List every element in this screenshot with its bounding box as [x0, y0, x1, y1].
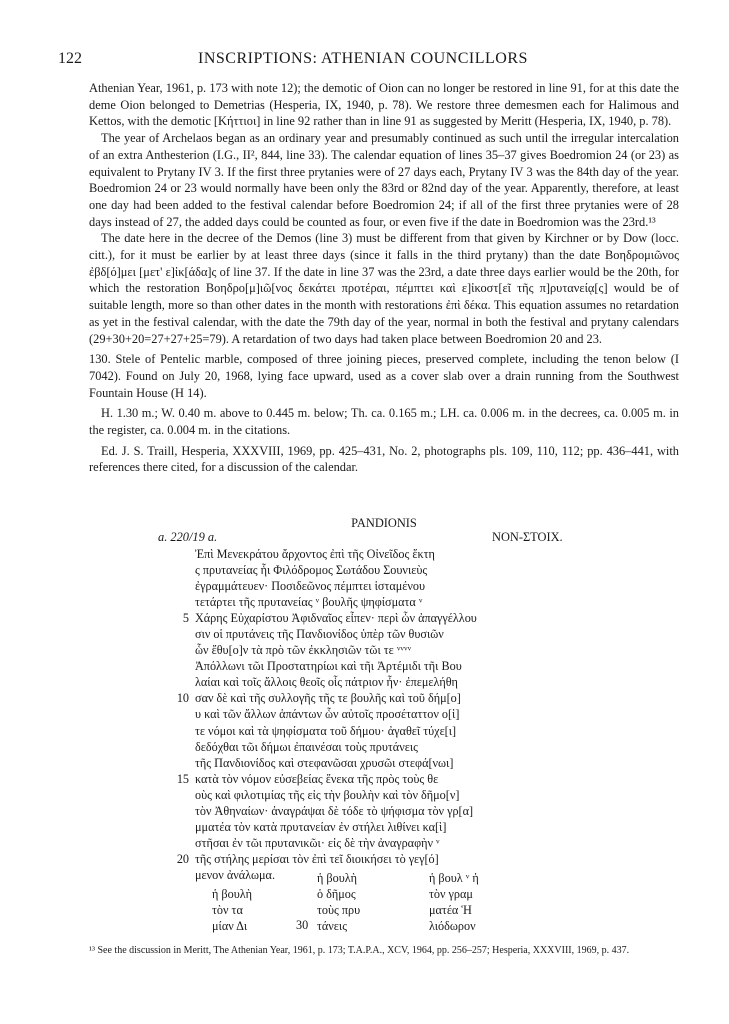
line-text: τετάρτει τῆς πρυτανείας ᵛ βουλῆς ψηφίσματα ᵛ	[195, 595, 423, 610]
inscription-line	[195, 626, 477, 642]
inscription-line	[176, 851, 477, 867]
inscription-line	[195, 578, 477, 594]
citation-line: μίαν Δι	[212, 919, 248, 933]
line-text: Ἀπόλλωνι τῶι Προστατηρίωι καὶ τῆι Ἀρτέμιδι τῆι Βου	[195, 659, 462, 674]
line-number: 20	[176, 851, 189, 866]
line-text: μενον ἀνάλωμα.	[195, 867, 275, 882]
citation-line: ὁ δῆμος	[317, 887, 356, 901]
inscription-text	[176, 546, 477, 883]
line-text: σαν δὲ καὶ τῆς συλλογῆς τῆς τε βουλῆς καὶ τοῦ δήμ[ο]	[195, 691, 461, 706]
citation-line: τάνεις	[317, 919, 348, 933]
citation-line	[212, 870, 252, 886]
citation-line: λιόδωρον	[429, 919, 476, 933]
line-text: τὸν Ἀθηναίων· ἀναγράψαι δὲ τόδε τὸ ψήφισμα τὸν γρ[α]	[195, 803, 474, 818]
inscription-line	[195, 706, 477, 722]
citation-line: ἡ βουλ ᵛ ἡ	[429, 871, 479, 885]
line-text: μματέα τὸν κατὰ πρυτανείαν ἐν στήλει λιθίνει κα[ὶ]	[195, 819, 447, 834]
inscription-line	[195, 594, 477, 610]
line-text: ὧν ἔθυ[ο]ν τὰ πρὸ τῶν ἐκκλησιῶν τῶι τε ᵛᵛᵛᵛ	[195, 643, 412, 658]
line-text: σιν οἱ πρυτάνεις τῆς Πανδιονίδος ὑπὲρ τῶν θυσιῶν	[195, 627, 444, 642]
line-text: τῆς Πανδιονίδος καὶ στεφανῶσαι χρυσῶι στεφά[νωι]	[195, 755, 454, 770]
line-text: ἐγραμμάτευεν· Ποσιδεῶνος πέμπτει ἱσταμένου	[195, 579, 426, 594]
line-text: κατὰ τὸν νόμον εὐσεβείας ἕνεκα τῆς πρὸς τοὺς θε	[195, 771, 439, 786]
paragraph-edition: Ed. J. S. Traill, Hesperia, XXXVIII, 1969, pp. 425–431, No. 2, photographs pls. 109, 110, 112; pp. 436–441, with references there cited, for a discussion of the calendar.	[89, 443, 679, 475]
citation-line: τὸν γραμ	[429, 887, 473, 901]
inscription-line	[195, 642, 477, 658]
citation-column-2	[317, 870, 360, 934]
line-number: 10	[176, 691, 189, 706]
inscription-line	[176, 771, 477, 787]
paragraph-decree-date: The date here in the decree of the Demos (line 3) must be different from that given by Kirchner or by Dow (locc. citt.), for it must be earlier by at least three days (since it falls in the third prytany) than the date Βοηδρομιῶνος ἐβδ[ό]μει [μετ' ε]ἰκ[άδα]ς of line 37. If the date in line 37 was the 23rd, a date three days earlier would be the 20th, for which the restoration Βοηδρο[μ]ιῶ[νος δεκάτει προτέραι, πέμπτει καὶ ε]ἰκοστ[εῖ τῆς π]ρυτανείᾳ[ς] would be of suitable length, more so than other dates in the month with restorations ἐπὶ δέκα. This equation assumes no retardation as yet in the festival calendar, with the date the 79th day of the year, normal in both the festival and prytany calendars (29+30+20=27+27+25=79). A retardation of two days had taken place between Boedromion 20 and 23.	[89, 231, 679, 346]
body-text	[89, 80, 679, 476]
inscription-line	[195, 674, 477, 690]
inscription-line	[195, 755, 477, 771]
line-text: στῆσαι ἐν τῶι πρυτανικῶι· εἰς δὲ τὴν ἀναγραφὴν ᵛ	[195, 835, 440, 850]
line-text: τε νόμοι καὶ τὰ ψηφίσματα τοῦ δήμου· ἀγαθεῖ τύχε[ι]	[195, 723, 457, 738]
citation-line: ματέα Ἡ	[429, 903, 472, 917]
inscription-line	[195, 658, 477, 674]
inscription-line	[195, 835, 477, 851]
citation-column-3	[429, 870, 479, 934]
tribe-name: PANDIONIS	[351, 516, 417, 530]
line-text: ς πρυτανείας ἧι Φιλόδρομος Σωτάδου Σουνιεὺς	[195, 563, 428, 578]
line-text: υ καὶ τῶν ἄλλων ἁπάντων ὧν αὐτοῖς προσέταττον ο[ἱ]	[195, 707, 460, 722]
inscription-line	[195, 787, 477, 803]
footnote: ¹³ See the discussion in Meritt, The Athenian Year, 1961, p. 173; T.A.P.A., XCV, 1964, pp. 256–257; Hesperia, XXXVIII, 1969, p. 437.	[89, 945, 630, 956]
line-number: 15	[176, 771, 189, 786]
inscription-line	[195, 819, 477, 835]
paragraph-archelaos-year: The year of Archelaos began as an ordinary year and presumably continued as such until the irregular intercalation of an extra Anthesterion (I.G., II², 844, line 33). The calendar equation of lines 35–37 gives Boedromion 24 (or 23) as equivalent to Prytany IV 3. If the first three prytanies were of 27 days each, Prytany IV 3 was the 84th day of the year. Boedromion 24 or 23 would normally have been only the 83rd or 82nd day of the year. Apparently, therefore, at least one day had been added to the festival calendar before Boedromion 24; if all of the first three prytanies were of 28 days instead of 27, the added days could be counted as four, or even five if the date in Boedromion was the 23rd.¹³	[89, 131, 679, 229]
line-text: Χάρης Εὐχαρίστου Ἀφιδναῖος εἶπεν· περὶ ὧν ἀπαγγέλλου	[195, 611, 477, 626]
paragraph-entry-130: 130. Stele of Pentelic marble, composed of three joining pieces, preserved complete, including the tenon below (I 7042). Found on July 20, 1968, lying face upward, used as a cover slab over a drain running from the Southwest Fountain House (H 14).	[89, 352, 679, 400]
citation-column-1	[212, 870, 252, 934]
inscription-line	[176, 690, 477, 706]
citation-line: ἡ βουλὴ	[212, 887, 253, 901]
citation-line: ἡ βουλὴ	[317, 871, 358, 885]
page-number: 122	[58, 50, 82, 67]
inscription-line	[195, 723, 477, 739]
line-text: δεδόχθαι τῶι δήμωι ἐπαινέσαι τοὺς πρυτάνεις	[195, 739, 418, 754]
citation-line-number: 30	[296, 918, 309, 932]
line-text: Ἐπὶ Μενεκράτου ἄρχοντος ἐπὶ τῆς Οἰνεῖδος ἕκτη	[195, 547, 435, 561]
line-text: λαίαι καὶ τοῖς ἄλλοις θεοῖς οἷς πάτριον ἦν· ἐπεμελήθη	[195, 675, 458, 690]
inscription-line	[195, 803, 477, 819]
citation-line: τοὺς πρυ	[317, 903, 361, 917]
running-header	[58, 50, 678, 72]
inscription-date: a. 220/19 a.	[158, 530, 218, 544]
inscription-style: NON-ΣΤΟΙΧ.	[492, 530, 563, 544]
inscription-line	[195, 739, 477, 755]
inscription-line	[182, 610, 477, 626]
citation-line: τὸν τα	[212, 903, 243, 917]
paragraph-continuation: Athenian Year, 1961, p. 173 with note 12); the demotic of Oion can no longer be restored in line 91, for at this date the deme Oion belonged to Demetrias (Hesperia, IX, 1940, p. 78). We restore three demesmen each for Halimous and Kettos, with the demotic [Κήττιοι] in line 92 rather than in line 91 as suggested by Meritt (Hesperia, IX, 1940, p. 78).	[89, 81, 679, 129]
inscription-line	[195, 546, 477, 562]
paragraph-dimensions: H. 1.30 m.; W. 0.40 m. above to 0.445 m. below; Th. ca. 0.165 m.; LH. ca. 0.006 m. in the decrees, ca. 0.005 m. in the register, ca. 0.004 m. in the citations.	[89, 406, 679, 438]
line-text: οὺς καὶ φιλοτιμίας τῆς εἰς τὴν βουλὴν καὶ τὸν δῆμο[ν]	[195, 787, 460, 802]
line-number: 5	[182, 611, 189, 626]
running-title: INSCRIPTIONS: ATHENIAN COUNCILLORS	[198, 50, 528, 67]
line-text: τῆς στήλης μερίσαι τὸν ἐπὶ τεῖ διοικήσει τὸ γεγ[ό]	[195, 851, 439, 866]
inscription-line	[195, 562, 477, 578]
